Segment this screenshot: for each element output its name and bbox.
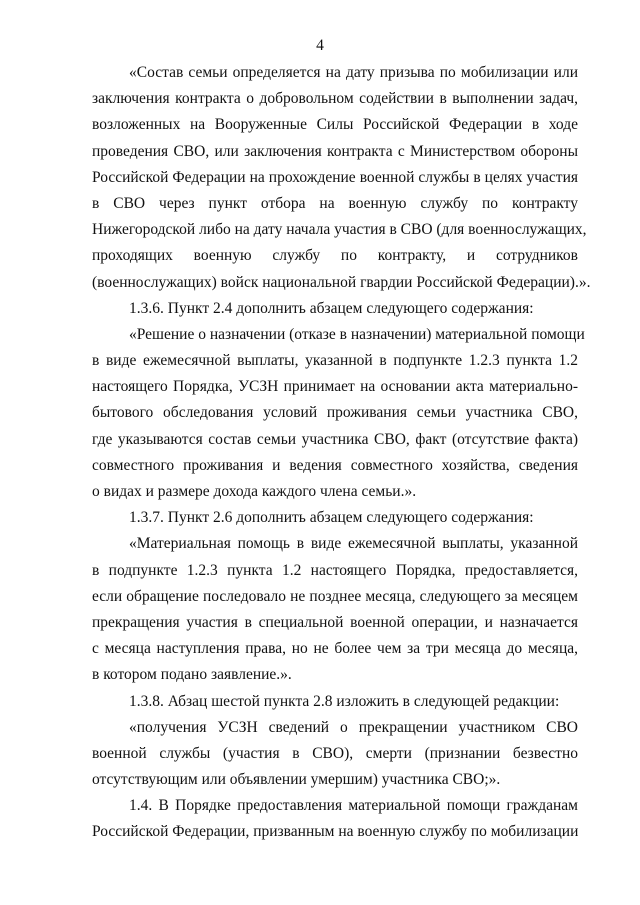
text-line: в СВО через пункт отбора на военную службу по контракту (92, 194, 578, 212)
text-line: возложенных на Вооруженные Силы Российской Федерации в ходе (92, 116, 578, 134)
text-line: проведения СВО, или заключения контракта с Министерством обороны (92, 142, 578, 160)
text-line: с месяца наступления права, но не более чем за три месяца до месяца, (92, 640, 578, 658)
text-line: настоящего Порядка, УСЗН принимает на основании акта материально- (92, 378, 578, 396)
text-line: «Состав семьи определяется на дату призыва по мобилизации или (129, 64, 578, 81)
text-line: если обращение последовало не позднее месяца, следующего за месяцем (92, 587, 578, 605)
text-line: (военнослужащих) войск национальной гвардии Российской Федерации).». (92, 273, 591, 291)
paragraph (92, 689, 578, 715)
text-line: где указываются состав семьи участника СВО, факт (отсутствие факта) (92, 430, 578, 448)
text-line: проходящих военную службу по контракту, и сотрудников (92, 247, 578, 265)
text-line: «Материальная помощь в виде ежемесячной выплаты, указанной (129, 535, 578, 553)
text-line: 1.3.7. Пункт 2.6 дополнить абзацем следующего содержания: (129, 509, 534, 527)
text-line: военной службы (участия в СВО), смерти (признании безвестно (92, 744, 578, 762)
paragraph (92, 793, 578, 845)
paragraph (92, 505, 578, 531)
text-line: 1.3.8. Абзац шестой пункта 2.8 изложить в следующей редакции: (129, 692, 560, 710)
paragraph (92, 60, 591, 296)
text-line: 1.3.6. Пункт 2.4 дополнить абзацем следующего содержания: (129, 299, 534, 317)
paragraph (92, 296, 578, 322)
paragraph (92, 322, 585, 505)
text-line: в виде ежемесячной выплаты, указанной в подпункте 1.2.3 пункта 1.2 (92, 352, 578, 370)
paragraph (92, 715, 578, 794)
text-line: совместного проживания и ведения совместного хозяйства, сведения (92, 456, 578, 474)
page-number: 4 (316, 37, 324, 54)
text-line: отсутствующим или объявлении умершим) участника СВО;». (92, 771, 501, 789)
text-line: в котором подано заявление.». (92, 666, 292, 684)
text-line: «получения УСЗН сведений о прекращении участником СВО (129, 718, 578, 736)
document-body (92, 60, 591, 846)
text-line: 1.4. В Порядке предоставления материальной помощи гражданам (129, 797, 578, 815)
text-line: бытового обследования условий проживания семьи участника СВО, (92, 404, 578, 422)
text-line: о видах и размере дохода каждого члена семьи.». (92, 483, 417, 500)
paragraph (92, 531, 578, 688)
text-line: Российской Федерации, призванным на военную службу по мобилизации (92, 823, 579, 841)
text-line: «Решение о назначении (отказе в назначении) материальной помощи (129, 325, 585, 343)
text-line: прекращения участия в специальной военной операции, и назначается (92, 613, 578, 631)
text-line: Нижегородской либо на дату начала участия в СВО (для военнослужащих, (92, 221, 587, 239)
text-line: Российской Федерации на прохождение военной службы в целях участия (92, 168, 578, 186)
text-line: в подпункте 1.2.3 пункта 1.2 настоящего Порядка, предоставляется, (92, 561, 578, 579)
text-line: заключения контракта о добровольном содействии в выполнении задач, (92, 90, 578, 108)
